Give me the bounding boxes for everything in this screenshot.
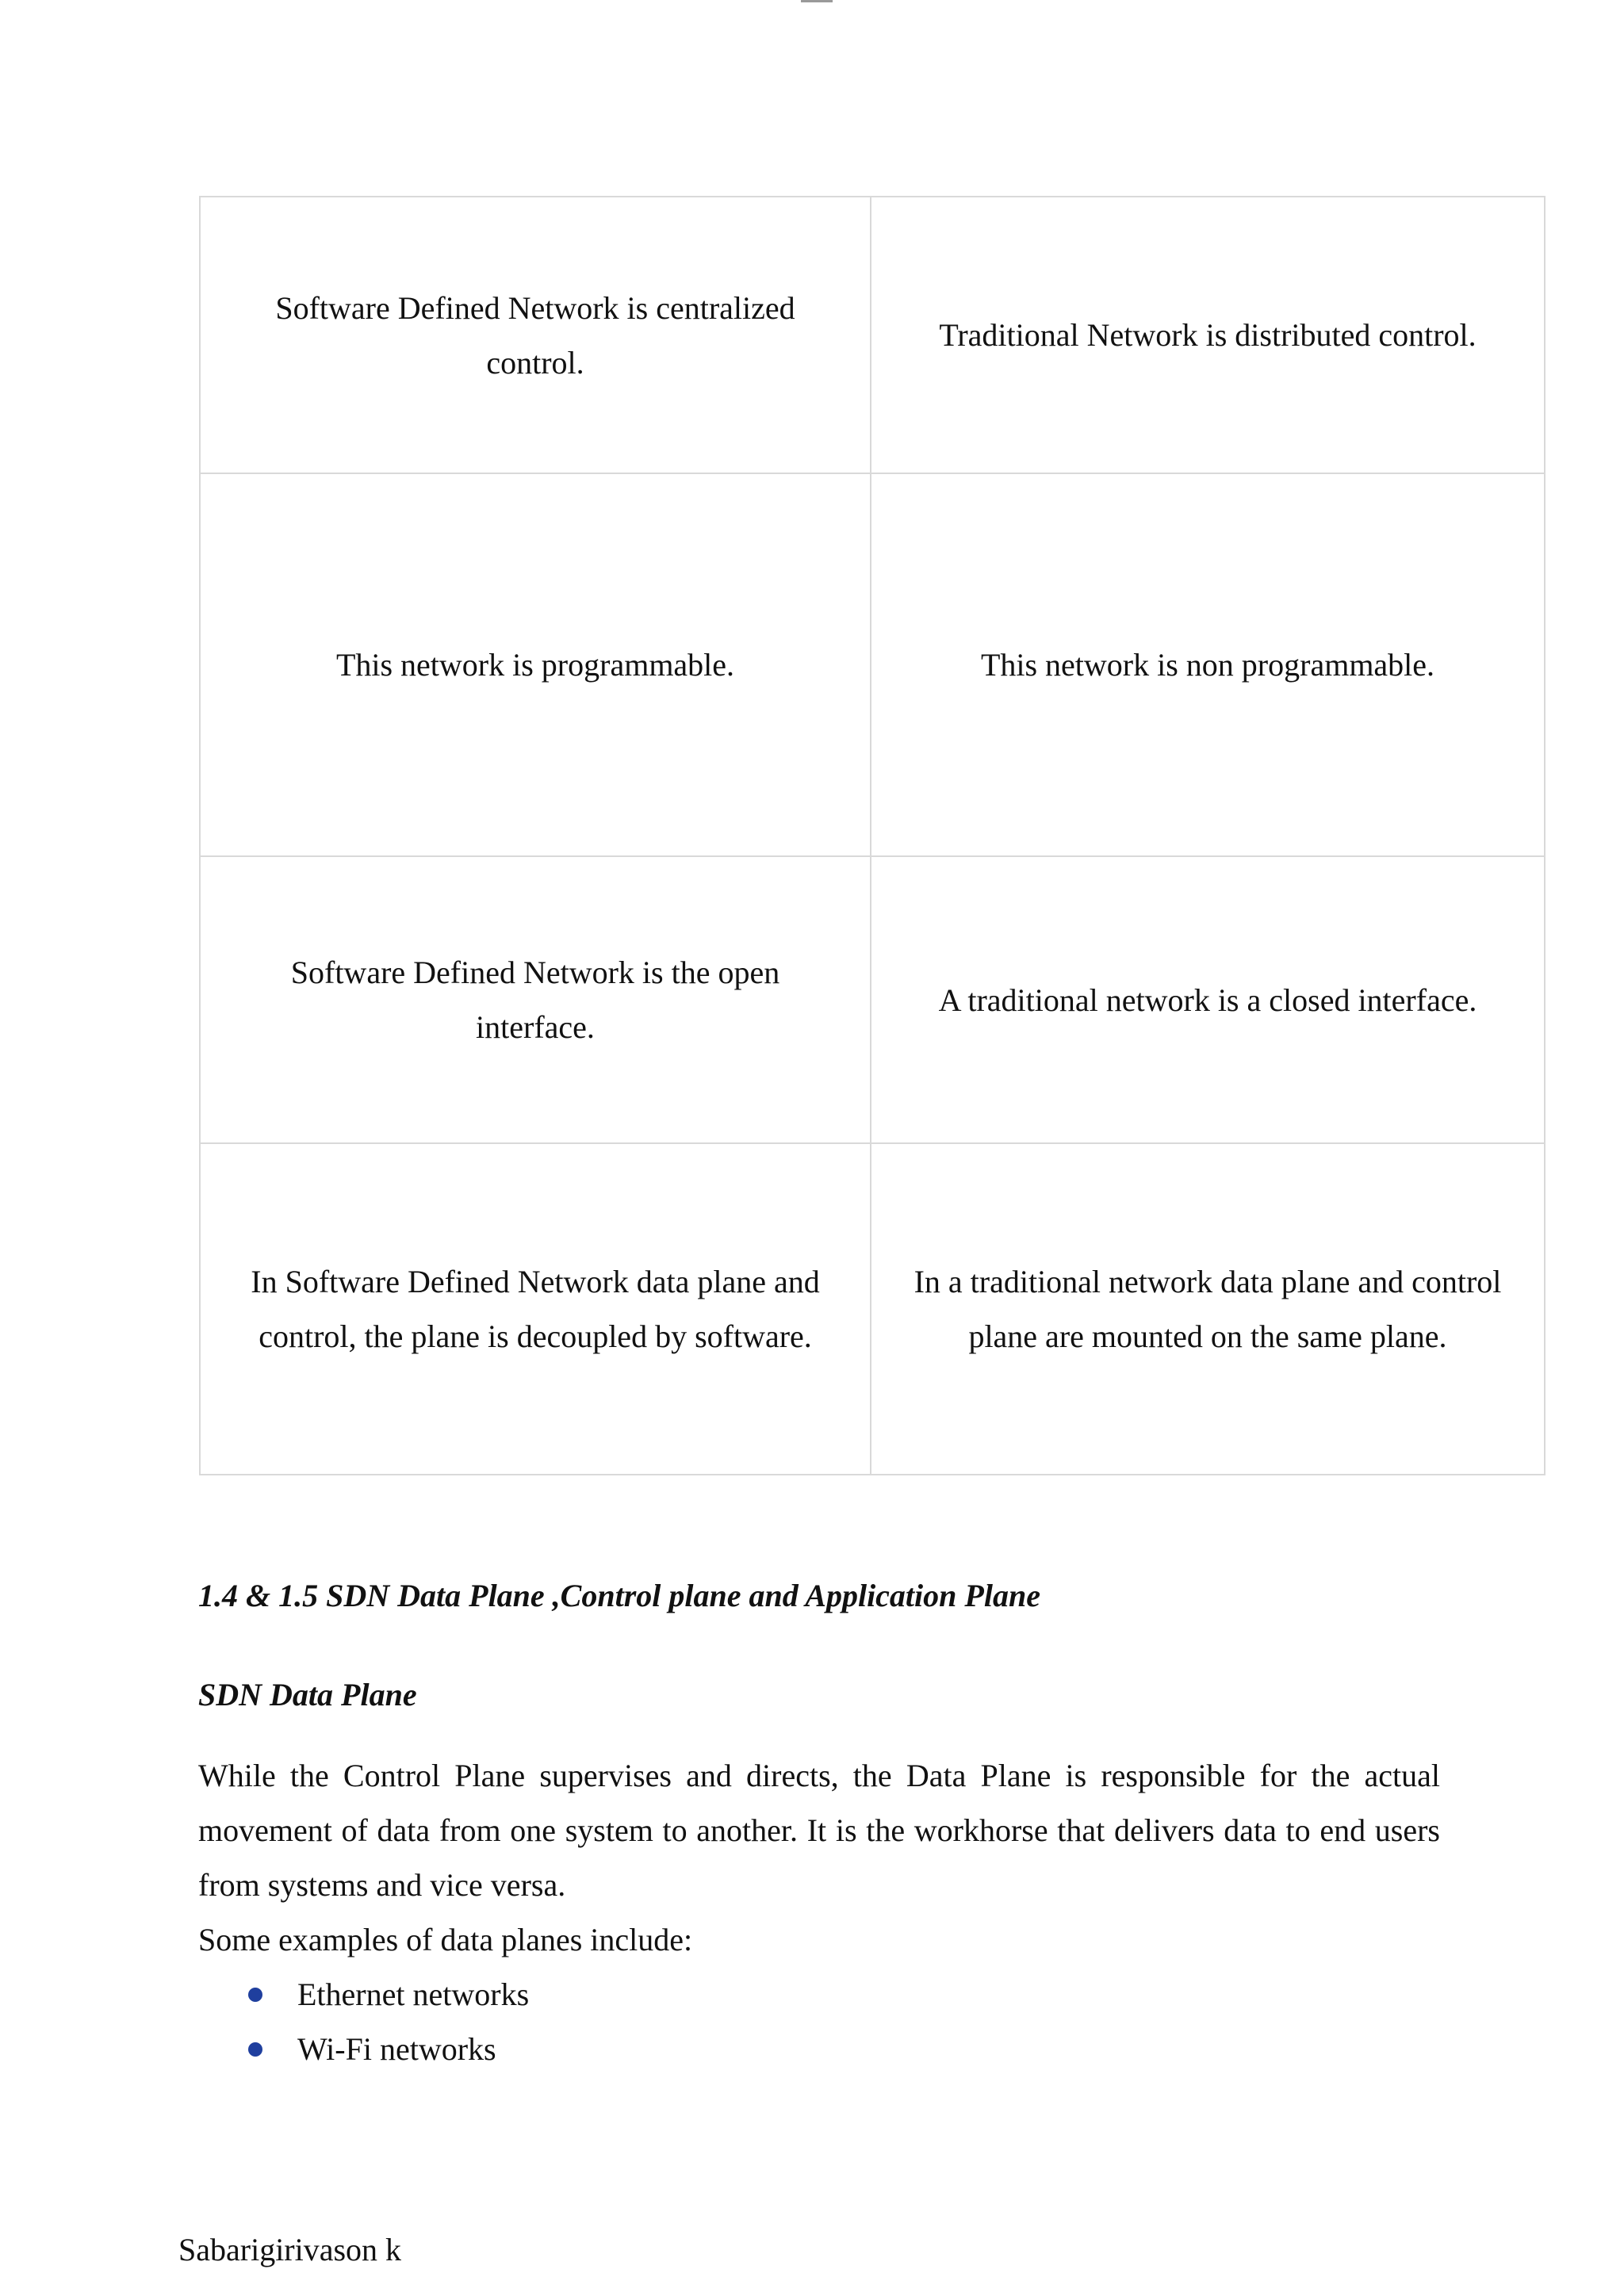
table-row: [200, 1143, 1545, 1475]
bullet-icon: [248, 2042, 262, 2057]
table-cell-traditional: A traditional network is a closed interface.: [871, 856, 1545, 1143]
body-paragraph: While the Control Plane supervises and directs, the Data Plane is responsible for the actual movement of data from one system to another. It is the workhorse that delivers data to end users from systems and vice versa.: [198, 1758, 1440, 1903]
table-row: [200, 197, 1545, 473]
examples-list: [198, 1967, 529, 2076]
table-cell-sdn: Software Defined Network is centralized control.: [200, 197, 871, 473]
subsection-heading: SDN Data Plane: [198, 1677, 417, 1712]
examples-intro: Some examples of data planes include:: [198, 1922, 693, 1957]
table-cell-traditional: This network is non programmable.: [871, 473, 1545, 856]
table-row: [200, 856, 1545, 1143]
table-row: [200, 473, 1545, 856]
list-item-label: Wi-Fi networks: [297, 2031, 496, 2067]
table-cell-sdn: Software Defined Network is the open interface.: [200, 856, 871, 1143]
table-cell-traditional: In a traditional network data plane and control plane are mounted on the same plane.: [871, 1143, 1545, 1475]
footer-author: Sabarigirivason k: [178, 2232, 402, 2267]
bullet-icon: [248, 1988, 262, 2002]
table-cell-traditional: Traditional Network is distributed control.: [871, 197, 1545, 473]
list-item: [198, 1967, 529, 2022]
table-cell-sdn: This network is programmable.: [200, 473, 871, 856]
table-cell-sdn: In Software Defined Network data plane and control, the plane is decoupled by software.: [200, 1143, 871, 1475]
list-item-label: Ethernet networks: [297, 1976, 530, 2012]
sdn-vs-traditional-table: [199, 196, 1545, 1475]
page-top-mark: [801, 0, 833, 2]
section-heading: 1.4 & 1.5 SDN Data Plane ,Control plane and Application Plane: [198, 1578, 1040, 1613]
list-item: [198, 2022, 529, 2076]
